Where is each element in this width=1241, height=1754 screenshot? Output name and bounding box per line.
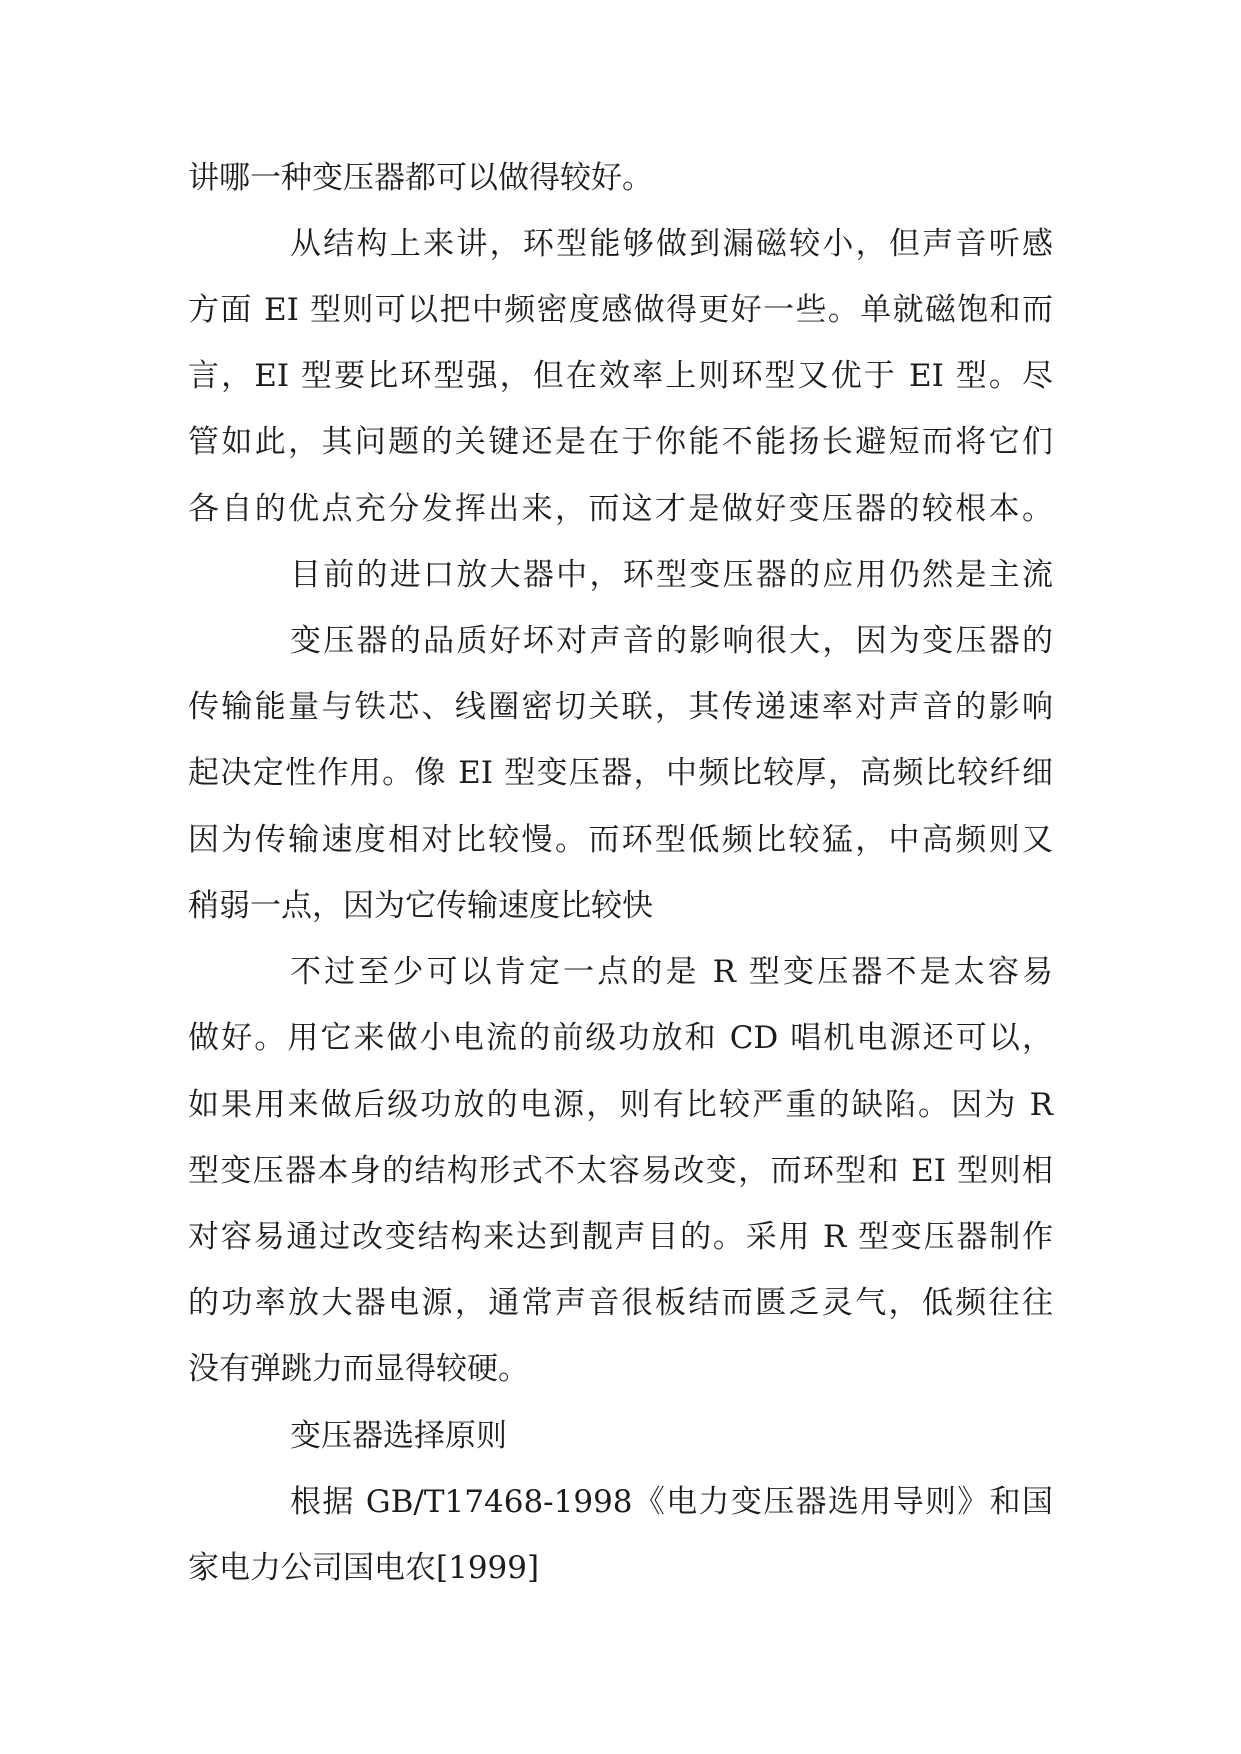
paragraph-line-22: 家电力公司国电农[1999] xyxy=(188,1550,540,1586)
paragraph-line-10: 起决定性作用。像 EI 型变压器，中频比较厚，高频比较纤细 xyxy=(188,755,1053,791)
paragraph-line-5: 管如此，其问题的关键还是在于你能不能扬长避短而将它们 xyxy=(188,424,1053,460)
paragraph-line-13: 不过至少可以肯定一点的是 R 型变压器不是太容易 xyxy=(290,954,1053,990)
paragraph-line-11: 因为传输速度相对比较慢。而环型低频比较猛，中高频则又 xyxy=(188,822,1053,858)
paragraph-line-14: 做好。用它来做小电流的前级功放和 CD 唱机电源还可以， xyxy=(188,1020,1053,1056)
paragraph-line-18: 的功率放大器电源，通常声音很板结而匮乏灵气，低频往往 xyxy=(188,1285,1053,1321)
paragraph-line-17: 对容易通过改变结构来达到靓声目的。采用 R 型变压器制作 xyxy=(188,1219,1053,1255)
paragraph-line-16: 型变压器本身的结构形式不太容易改变，而环型和 EI 型则相 xyxy=(188,1153,1053,1189)
paragraph-line-9: 传输能量与铁芯、线圈密切关联，其传递速率对声音的影响 xyxy=(188,689,1053,725)
paragraph-line-15: 如果用来做后级功放的电源，则有比较严重的缺陷。因为 R xyxy=(188,1087,1053,1123)
paragraph-line-8: 变压器的品质好坏对声音的影响很大，因为变压器的 xyxy=(290,623,1053,659)
paragraph-line-4: 言，EI 型要比环型强，但在效率上则环型又优于 EI 型。尽 xyxy=(188,358,1053,394)
paragraph-line-19: 没有弹跳力而显得较硬。 xyxy=(188,1351,529,1387)
paragraph-line-21: 根据 GB/T17468-1998《电力变压器选用导则》和国 xyxy=(290,1484,1053,1520)
paragraph-line-6: 各自的优点充分发挥出来，而这才是做好变压器的较根本。 xyxy=(188,491,1053,527)
section-heading: 变压器选择原则 xyxy=(290,1418,507,1454)
paragraph-line-7: 目前的进口放大器中，环型变压器的应用仍然是主流 xyxy=(290,557,1053,593)
paragraph-line-1: 讲哪一种变压器都可以做得较好。 xyxy=(188,160,653,196)
paragraph-line-3: 方面 EI 型则可以把中频密度感做得更好一些。单就磁饱和而 xyxy=(188,292,1053,328)
paragraph-line-12: 稍弱一点，因为它传输速度比较快 xyxy=(188,888,653,924)
paragraph-line-2: 从结构上来讲，环型能够做到漏磁较小，但声音听感 xyxy=(290,226,1053,262)
